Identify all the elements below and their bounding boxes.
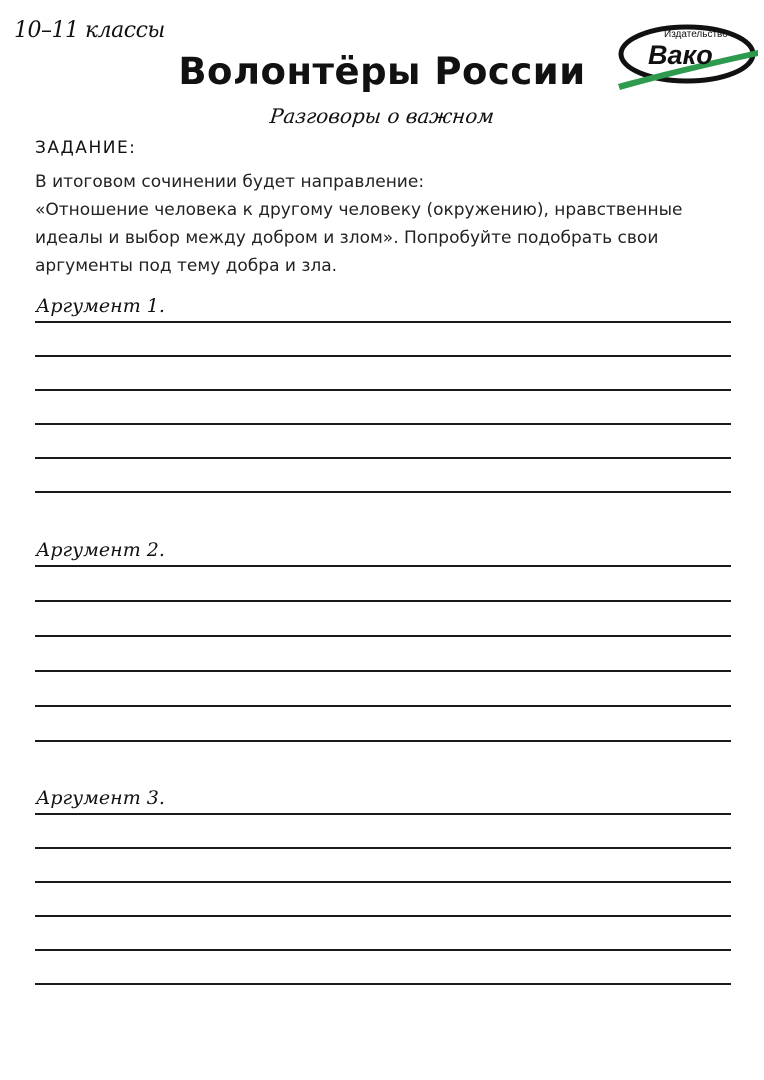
answer-line[interactable] [35, 847, 731, 849]
answer-line[interactable] [35, 705, 731, 707]
answer-line[interactable] [35, 813, 731, 815]
publisher-logo [612, 16, 762, 96]
answer-line[interactable] [35, 321, 731, 323]
page-title: Волонтёры России [178, 50, 586, 93]
answer-line[interactable] [35, 635, 731, 637]
task-line: В итоговом сочинении будет направление: [35, 172, 425, 192]
task-line: аргументы под тему добра и зла. [35, 256, 338, 276]
answer-line[interactable] [35, 389, 731, 391]
argument-label: Аргумент 1. [36, 295, 165, 317]
answer-line[interactable] [35, 491, 731, 493]
answer-line[interactable] [35, 457, 731, 459]
task-heading: ЗАДАНИЕ: [35, 138, 137, 158]
task-line: идеалы и выбор между добром и злом». Попробуйте подобрать свои [35, 228, 659, 248]
logo-publisher-text: Издательство [664, 29, 728, 40]
page-subtitle: Разговоры о важном [268, 104, 496, 128]
answer-line[interactable] [35, 355, 731, 357]
answer-line[interactable] [35, 983, 731, 985]
logo-brand-text: Вако [648, 40, 713, 70]
task-text [35, 168, 745, 280]
argument-label: Аргумент 2. [36, 539, 165, 561]
answer-line[interactable] [35, 670, 731, 672]
answer-line[interactable] [35, 949, 731, 951]
answer-line[interactable] [35, 565, 731, 567]
task-line: «Отношение человека к другому человеку (окружению), нравственные [35, 200, 683, 220]
argument-label: Аргумент 3. [36, 787, 165, 809]
answer-line[interactable] [35, 600, 731, 602]
answer-line[interactable] [35, 740, 731, 742]
answer-line[interactable] [35, 915, 731, 917]
grade-label: 10–11 классы [14, 18, 165, 43]
answer-line[interactable] [35, 881, 731, 883]
answer-line[interactable] [35, 423, 731, 425]
